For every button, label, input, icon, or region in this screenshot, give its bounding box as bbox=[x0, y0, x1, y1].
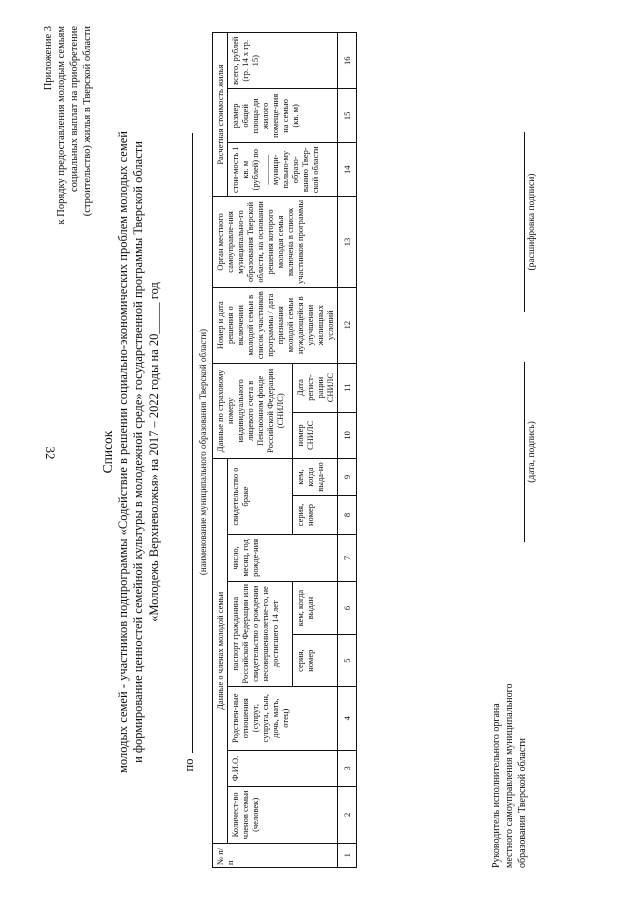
title-line: и формирование ценностей семейной культуры в молодежной среде» государственной программы Тверской области bbox=[131, 141, 145, 763]
header-authority: Орган местного самоуправле-ния муниципально-го образования Тверской области, на основании решения которого молодая семья включена в список участников программы bbox=[213, 197, 338, 288]
column-number: 12 bbox=[338, 287, 357, 363]
column-number: 13 bbox=[338, 197, 357, 288]
appendix-block bbox=[42, 26, 94, 224]
header-snils-group: Данные по страховому номеру индивидуального лицевого счета в Пенсионном фонде Российской Федерации (СНИЛС) bbox=[213, 363, 293, 458]
header-snils-date: Дата регист-рации СНИЛС bbox=[293, 363, 338, 412]
signature-date-caption: (дата, подпись) bbox=[524, 362, 537, 542]
participants-table bbox=[212, 32, 357, 868]
title-line: молодых семей - участников подпрограммы «Содействие в решении социально-экономических проблем молодых семей bbox=[115, 131, 130, 773]
po-prefix: по bbox=[182, 758, 196, 772]
header-marriage-issued: кем, когда выда-но bbox=[293, 459, 338, 496]
appendix-line: к Порядку предоставления молодым семьям bbox=[56, 26, 67, 225]
title-line: «Молодежь Верхневолжья» на 2017 – 2022 годы на 20_____ год bbox=[146, 282, 161, 622]
page-number: 32 bbox=[43, 446, 58, 460]
column-number: 4 bbox=[338, 686, 357, 750]
signer-line: Руководитель исполнительного органа bbox=[491, 703, 502, 868]
title-heading: Список bbox=[100, 430, 115, 474]
appendix-line: социальных выплат на приобретение bbox=[69, 26, 80, 192]
municipality-line bbox=[180, 12, 197, 892]
column-number: 9 bbox=[338, 459, 357, 496]
municipality-caption: (наименование муниципального образования Тверской области) bbox=[198, 328, 208, 576]
column-number: 2 bbox=[338, 787, 357, 843]
header-marriage: свидетельство о браке bbox=[228, 459, 293, 535]
signer-line: местного самоуправления муниципального bbox=[504, 683, 515, 868]
header-relation: Родствен-ные отношения (супруг, супруга, сын, дочь, мать, отец) bbox=[228, 686, 338, 750]
column-number: 11 bbox=[338, 363, 357, 412]
rotated-page-content bbox=[20, 12, 620, 892]
header-cost-sqm: стои-мость 1 кв. м (рублей) по _______ муници-пально-му образо-ванию Твер-ской области bbox=[228, 143, 338, 197]
appendix-line: Приложение 3 bbox=[43, 26, 54, 91]
header-total: всего, рублей (гр. 14 х гр. 15) bbox=[228, 33, 338, 89]
column-number: 14 bbox=[338, 143, 357, 197]
header-passport-issued: кем, когда выдан bbox=[293, 581, 338, 635]
column-number: 8 bbox=[338, 495, 357, 534]
column-number: 1 bbox=[338, 843, 357, 867]
document-title bbox=[100, 12, 162, 892]
header-birth: число, месяц, год рожде-ния bbox=[228, 535, 338, 582]
header-snils-number: номер СНИЛС bbox=[293, 412, 338, 459]
municipality-underline bbox=[180, 133, 193, 753]
table-header-row bbox=[213, 33, 228, 868]
signer-line: образования Тверской области bbox=[517, 737, 528, 868]
appendix-line: (строительство) жилья в Тверской области bbox=[82, 26, 93, 217]
header-num: № п/п bbox=[213, 843, 338, 867]
header-area: размер общей площа-ди жилого помеще-ния на семью (кв. м) bbox=[228, 89, 338, 143]
header-passport: паспорт гражданина Российской Федерации или свидетельство о рождении несовершеннолетне-го, не достигшего 14 лет bbox=[228, 581, 293, 686]
header-fio: Ф.И.О. bbox=[228, 750, 338, 787]
column-number: 15 bbox=[338, 89, 357, 143]
column-number: 6 bbox=[338, 581, 357, 635]
signature-name-caption: (расшифровка подписи) bbox=[524, 132, 537, 312]
header-marriage-series: серия, номер bbox=[293, 495, 338, 534]
column-number: 16 bbox=[338, 33, 357, 89]
header-cost-group: Расчетная стоимость жилья bbox=[213, 33, 228, 197]
header-decision: Номер и дата решения о включении молодой семьи в список участников программы / дата признания молодой семьи нуждающейся в улучшении жилищных условий bbox=[213, 287, 338, 363]
column-number: 7 bbox=[338, 535, 357, 582]
header-count: Количест-во членов семьи (человек) bbox=[228, 787, 338, 843]
column-number: 10 bbox=[338, 412, 357, 459]
column-number: 3 bbox=[338, 750, 357, 787]
table-column-numbers-row bbox=[338, 33, 357, 868]
header-passport-series: серия, номер bbox=[293, 635, 338, 686]
header-family-group: Данные о членах молодой семьи bbox=[213, 459, 228, 843]
column-number: 5 bbox=[338, 635, 357, 686]
signer-block bbox=[490, 684, 529, 868]
